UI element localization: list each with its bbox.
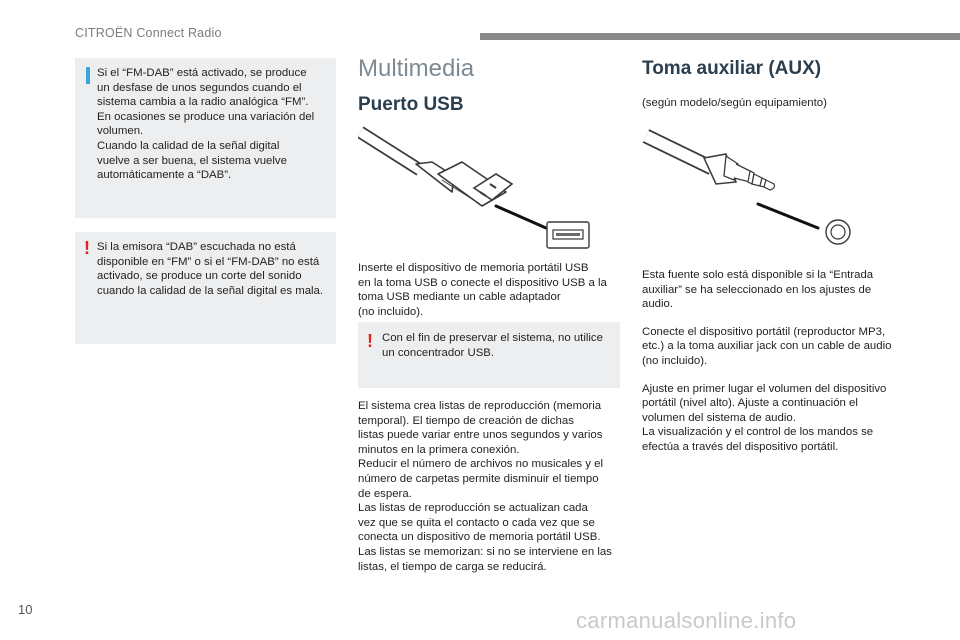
info-line: sistema cambia a la radio analógica “FM”. bbox=[97, 96, 309, 109]
usb-socket-icon bbox=[547, 222, 589, 248]
info-line: Si el “FM-DAB” está activado, se produce bbox=[97, 67, 307, 79]
usb-body-line: vez que se quita el contacto o cada vez que se bbox=[358, 516, 595, 529]
aux-heading: Toma auxiliar (AUX) bbox=[642, 58, 822, 79]
aux-line: volumen del sistema de audio. bbox=[642, 411, 796, 424]
page-number: 10 bbox=[18, 602, 33, 617]
usb-warning-line: Con el fin de preservar el sistema, no utilice bbox=[382, 332, 603, 344]
aux-socket-icon bbox=[826, 220, 850, 244]
usb-warning-line: un concentrador USB. bbox=[382, 346, 495, 359]
usb-body-line: listas puede variar entre unos segundos y varios bbox=[358, 429, 603, 442]
usb-body-line: de espera. bbox=[358, 487, 412, 500]
warning-icon: ! bbox=[84, 238, 90, 258]
usb-body-line: Las listas se memorizan: si no se interviene en las bbox=[358, 545, 612, 558]
insert-arrow-line bbox=[758, 204, 818, 228]
info-line: vuelve a ser buena, el sistema vuelve bbox=[97, 154, 287, 167]
usb-warning-text bbox=[382, 331, 616, 360]
aux-line: audio. bbox=[642, 298, 674, 311]
watermark: carmanualsonline.info bbox=[576, 608, 797, 633]
info-line: volumen. bbox=[97, 125, 144, 138]
usb-body-line: listas, el tiempo de carga se reducirá. bbox=[358, 560, 547, 573]
info-note bbox=[75, 58, 336, 218]
usb-body-line: Las listas de reproducción se actualizan cada bbox=[358, 502, 588, 515]
aux-line: Esta fuente solo está disponible si la “Entrada bbox=[642, 269, 874, 281]
usb-body bbox=[358, 399, 622, 574]
aux-line: portátil (nivel alto). Ajuste a continuación el bbox=[642, 397, 858, 410]
info-line: automáticamente a “DAB”. bbox=[97, 169, 232, 182]
aux-line: Ajuste en primer lugar el volumen del dispositivo bbox=[642, 382, 887, 395]
info-note-text bbox=[97, 66, 333, 183]
usb-body-line: número de carpetas permite disminuir el tiempo bbox=[358, 472, 599, 485]
aux-paragraph bbox=[642, 268, 904, 312]
usb-intro-line: Inserte el dispositivo de memoria portátil USB bbox=[358, 262, 589, 274]
aux-line: etc.) a la toma auxiliar jack con un cable de audio bbox=[642, 340, 892, 353]
aux-line: Conecte el dispositivo portátil (reproductor MP3, bbox=[642, 325, 886, 338]
usb-warning-note bbox=[358, 322, 620, 388]
info-line: Cuando la calidad de la señal digital bbox=[97, 139, 280, 152]
warning-line: disponible en “FM” o si el “FM-DAB” no está bbox=[97, 255, 320, 268]
aux-line: La visualización y el control de los mandos se bbox=[642, 426, 874, 439]
usb-intro bbox=[358, 261, 620, 319]
usb-body-line: minutos en la primera conexión. bbox=[358, 443, 520, 456]
aux-paragraph bbox=[642, 382, 904, 455]
usb-body-line: temporal). El tiempo de creación de dichas bbox=[358, 414, 574, 427]
header-bar bbox=[480, 33, 960, 40]
usb-body-line: El sistema crea listas de reproducción (memoria bbox=[358, 400, 602, 412]
aux-line: auxiliar” se ha seleccionado en los ajustes de bbox=[642, 283, 872, 296]
usb-plug-icon bbox=[360, 132, 512, 206]
info-line: un desfase de unos segundos cuando el bbox=[97, 81, 302, 94]
warning-line: Si la emisora “DAB” escuchada no está bbox=[97, 241, 296, 253]
warning-line: cuando la calidad de la señal digital es mala. bbox=[97, 284, 324, 297]
aux-illustration bbox=[642, 124, 862, 250]
usb-illustration bbox=[358, 126, 598, 254]
aux-paragraph bbox=[642, 325, 904, 369]
info-line: En ocasiones se produce una variación del bbox=[97, 110, 315, 123]
usb-body-line: conecta un dispositivo de memoria portátil USB. bbox=[358, 531, 601, 544]
warning-note-text bbox=[97, 240, 333, 298]
warning-icon: ! bbox=[367, 331, 373, 351]
aux-subtitle: (según modelo/según equipamiento) bbox=[642, 97, 827, 109]
info-icon bbox=[86, 67, 90, 84]
jack-plug-icon bbox=[646, 136, 775, 190]
usb-intro-line: (no incluido). bbox=[358, 305, 424, 318]
usb-intro-line: en la toma USB o conecte el dispositivo USB a la bbox=[358, 276, 607, 289]
aux-line: (no incluido). bbox=[642, 354, 708, 367]
section-title: Multimedia bbox=[358, 55, 475, 82]
warning-note bbox=[75, 232, 336, 344]
usb-heading: Puerto USB bbox=[358, 94, 464, 115]
usb-body-line: Reducir el número de archivos no musicales y el bbox=[358, 458, 604, 471]
aux-line: efectúa a través del dispositivo portátil. bbox=[642, 440, 839, 453]
warning-line: activado, se produce un corte del sonido bbox=[97, 270, 302, 283]
usb-intro-line: toma USB mediante un cable adaptador bbox=[358, 291, 561, 304]
insert-arrow-line bbox=[496, 206, 546, 228]
header-title: CITROËN Connect Radio bbox=[75, 26, 222, 40]
aux-text bbox=[642, 268, 904, 464]
